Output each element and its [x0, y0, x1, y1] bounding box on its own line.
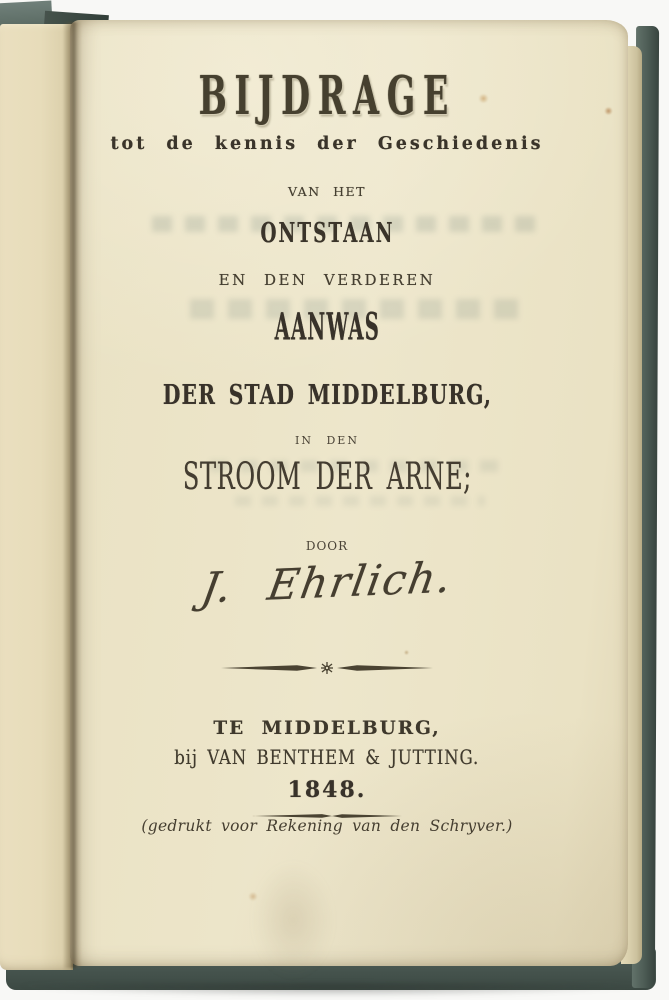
title-line-der-stad-middelburg	[70, 382, 584, 409]
title-line-ontstaan-text: ONTSTAAN	[260, 218, 394, 249]
title-subtitle: tot de kennis der Geschiedenis	[110, 134, 544, 154]
title-line-aanwas-text: AANWAS	[274, 304, 380, 349]
title-main-text: BIJDRAGE	[198, 65, 456, 128]
title-page	[70, 20, 628, 966]
gutter-shadow	[63, 22, 82, 968]
author-name-text: J. Ehrlich.	[197, 552, 457, 613]
title-line-in-den: IN DEN	[295, 434, 359, 447]
printed-text-block	[70, 20, 584, 966]
title-line-der-stad-text: DER STAD MIDDELBURG,	[162, 380, 492, 411]
book-drop-shadow	[12, 983, 654, 997]
imprint-publisher-text: bij VAN BENTHEM & JUTTING.	[174, 745, 480, 769]
imprint-publisher	[70, 747, 584, 767]
imprint-year: 1848.	[287, 777, 367, 803]
title-line-stroom-text: STROOM DER ARNE;	[182, 455, 472, 498]
title-main	[70, 65, 584, 128]
title-line-en-den-verderen: EN DEN VERDEREN	[218, 271, 436, 289]
title-line-van-het: VAN HET	[288, 184, 366, 199]
title-line-ontstaan	[70, 220, 584, 247]
imprint-place: TE MIDDELBURG,	[213, 718, 441, 739]
title-line-aanwas	[70, 304, 584, 349]
foxing-spot	[604, 107, 613, 115]
byline-label: DOOR	[305, 539, 349, 553]
imprint-note: (gedrukt voor Rekening van den Schryver.)	[141, 817, 513, 835]
title-line-stroom-der-arne	[70, 455, 584, 498]
author-name	[70, 552, 584, 613]
star-ornament-icon	[221, 660, 433, 676]
divider-ornament	[70, 660, 584, 676]
